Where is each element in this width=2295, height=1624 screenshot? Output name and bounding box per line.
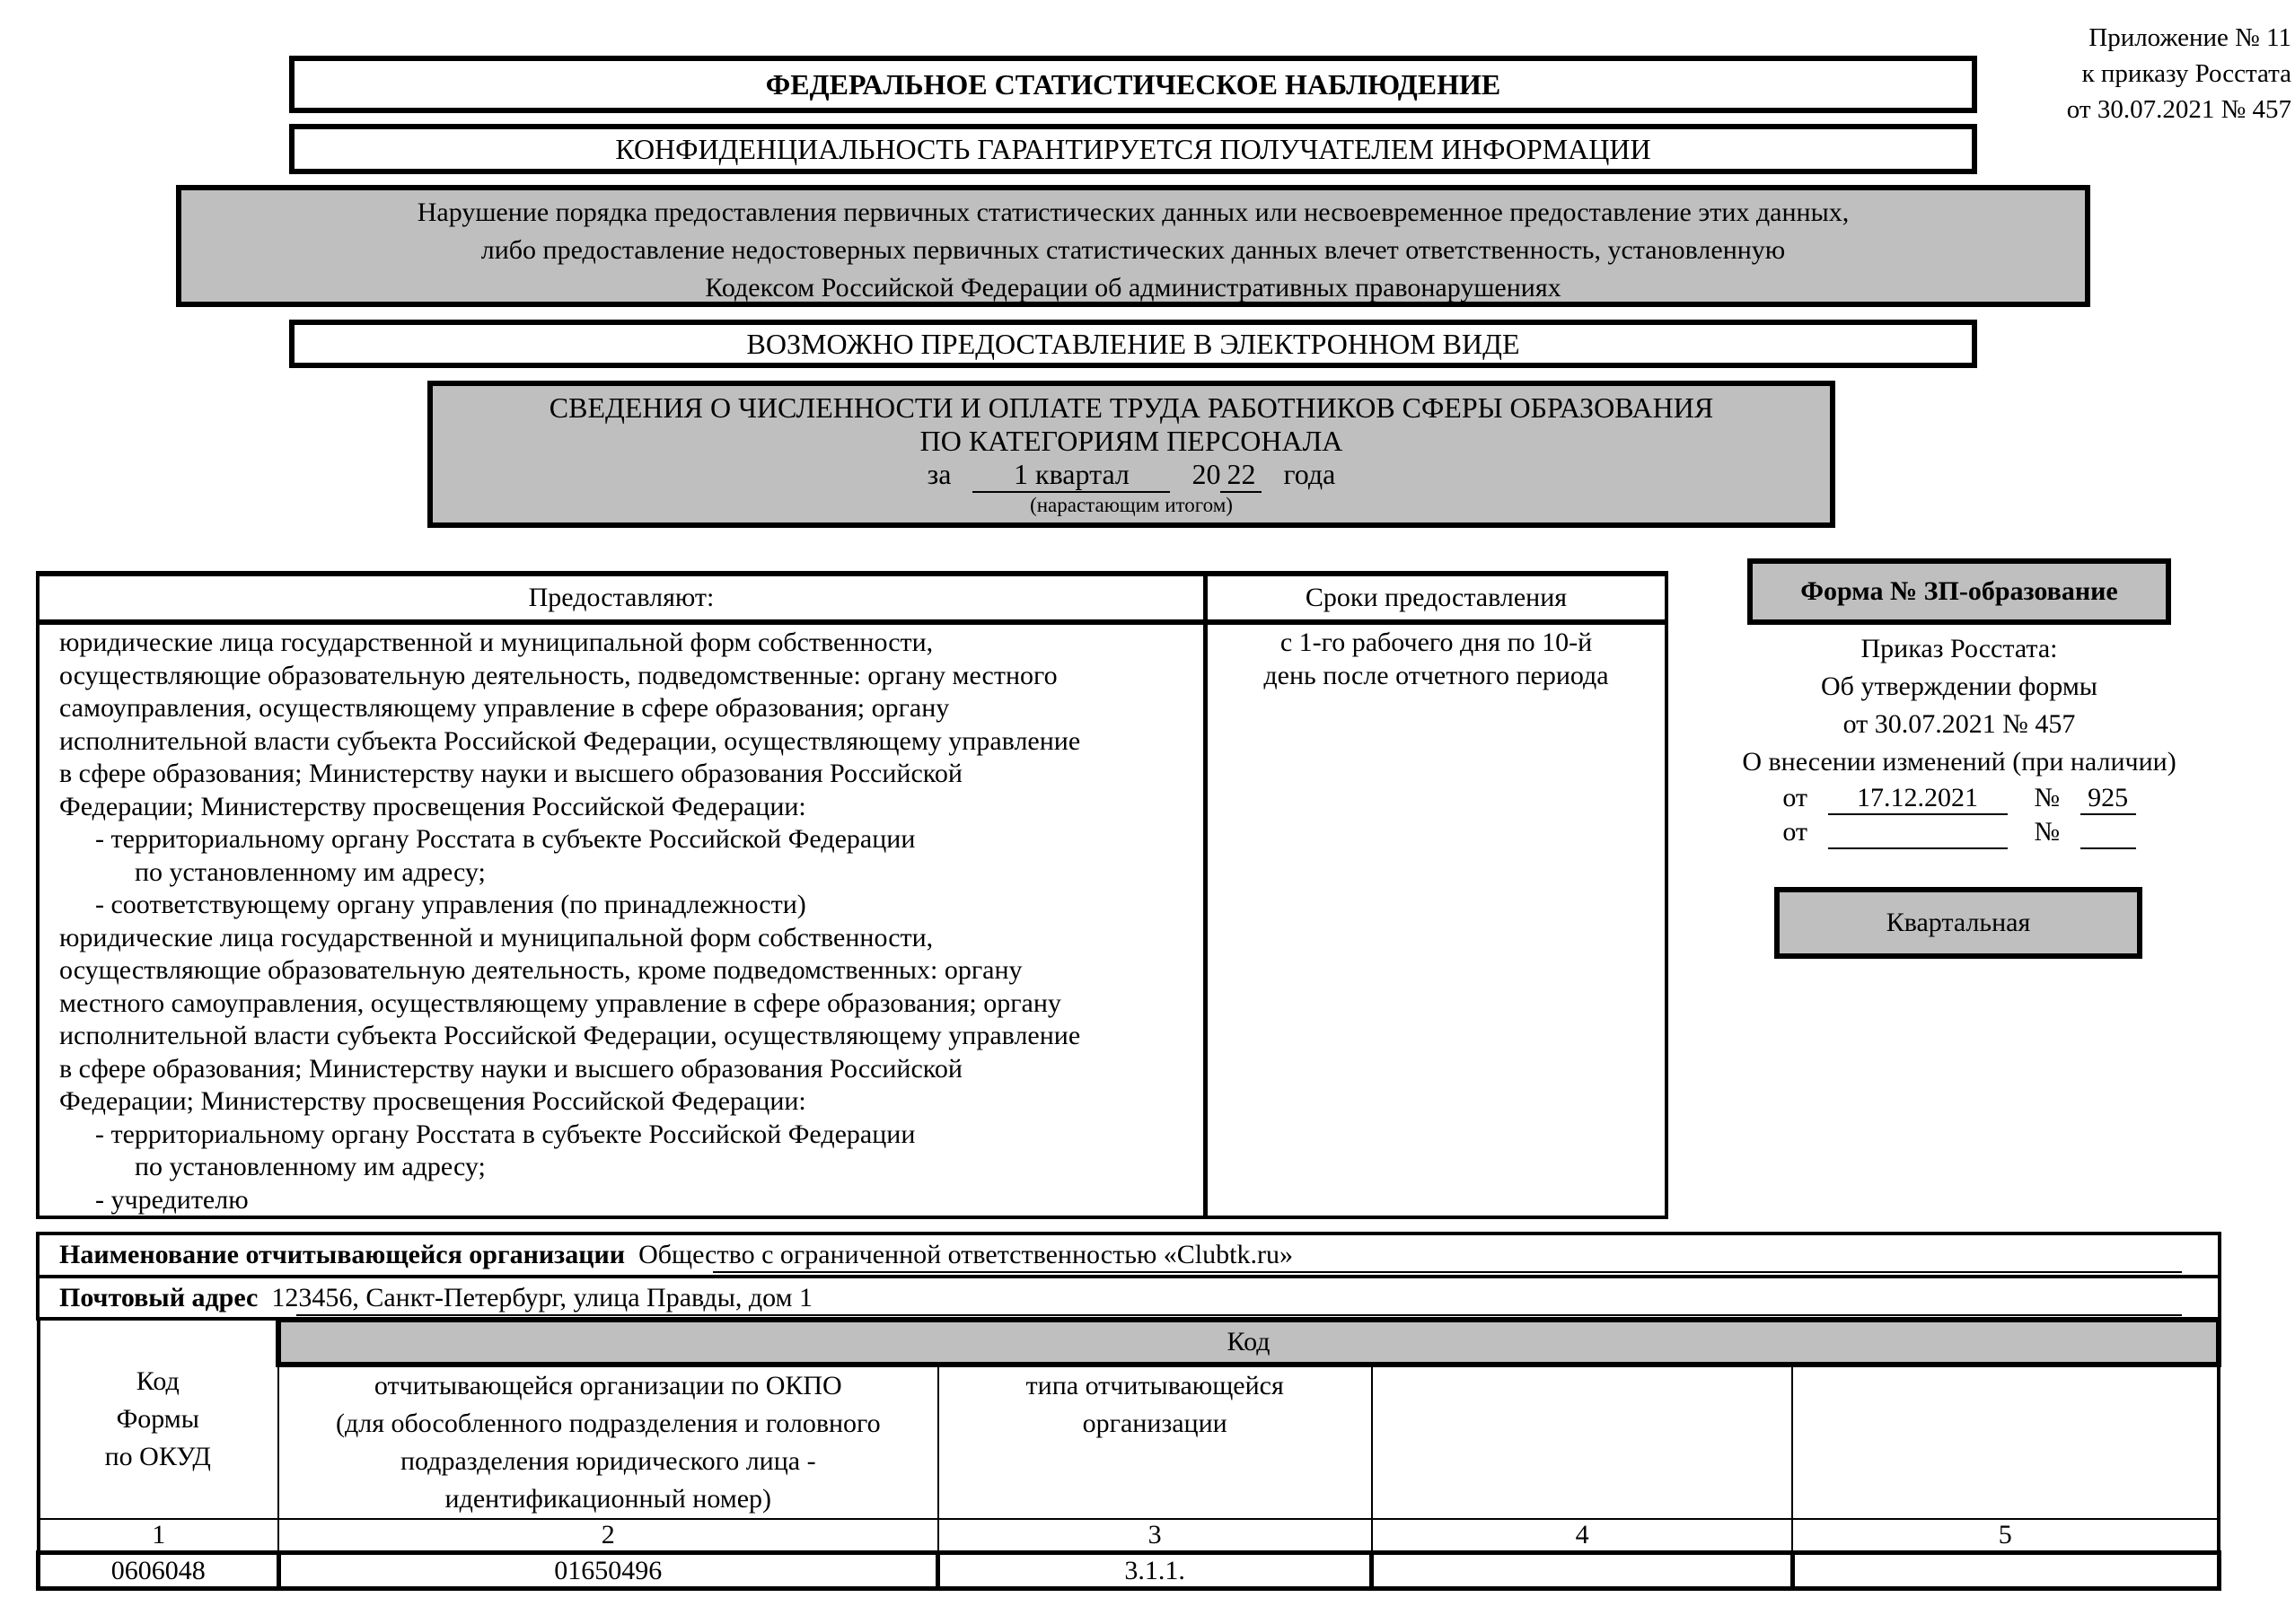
title-line: ПО КАТЕГОРИЯМ ПЕРСОНАЛА: [919, 425, 1343, 457]
org-name-label: Наименование отчитывающейся организации: [59, 1240, 626, 1269]
okud-header: [39, 1320, 279, 1519]
col-number: 3: [938, 1519, 1372, 1553]
year-value: 22: [1220, 458, 1262, 493]
federal-banner-text: ФЕДЕРАЛЬНОЕ СТАТИСТИЧЕСКОЕ НАБЛЮДЕНИЕ: [765, 67, 1501, 101]
appendix-line: от 30.07.2021 № 457: [2066, 95, 2291, 124]
year-suffix: года: [1283, 458, 1336, 490]
who-line: осуществляющие образовательную деятельность, кроме подведомственных: органу: [59, 955, 1023, 985]
who-line: по установленному им адресу;: [135, 1152, 486, 1181]
change-number: [2080, 815, 2136, 849]
order-line: Приказ Росстата:: [1860, 634, 2058, 663]
okud-code-value: 0606048: [39, 1553, 279, 1589]
okud-header-line: Код: [136, 1366, 180, 1396]
col-number: 5: [1792, 1519, 2219, 1553]
header-who: Предоставляют:: [528, 583, 715, 612]
address-label: Почтовый адрес: [59, 1283, 259, 1312]
who-line: юридические лица государственной и муниципальной форм собственности,: [59, 922, 934, 952]
confidential-banner-text: КОНФИДЕНЦИАЛЬНОСТЬ ГАРАНТИРУЕТСЯ ПОЛУЧАТЕЛЕМ ИНФОРМАЦИИ: [615, 132, 1651, 165]
warning-line: либо предоставление недостоверных первичных статистических данных влечет ответственность, установленную: [480, 235, 1786, 265]
order-line: Об утверждении формы: [1821, 672, 2097, 701]
warning-line: Кодексом Российской Федерации об административных правонарушениях: [705, 273, 1561, 303]
who-line: по установленному им адресу;: [135, 856, 486, 887]
address-row: [59, 1278, 813, 1318]
type-header-line: организации: [1082, 1409, 1227, 1438]
who-line: Федерации; Министерству просвещения Российской Федерации:: [59, 791, 806, 821]
address-value: 123456, Санкт-Петербург, улица Правды, дом 1: [271, 1283, 813, 1312]
col5-header: [1792, 1365, 2219, 1519]
org-name-row: [59, 1235, 1293, 1275]
form-number-box: [1747, 558, 2171, 625]
who-line: - территориальному органу Росстата в субъекте Российской Федерации: [95, 824, 916, 854]
col-number: 2: [278, 1519, 938, 1553]
when-cell: [1208, 627, 1665, 692]
okud-header-line: по ОКУД: [104, 1442, 211, 1471]
changes-line: О внесении изменений (при наличии): [1742, 747, 2176, 777]
electronic-banner-text: ВОЗМОЖНО ПРЕДОСТАВЛЕНИЕ В ЭЛЕКТРОННОМ ВИДЕ: [746, 327, 1520, 360]
confidential-banner: [289, 124, 1977, 174]
col4-header: [1372, 1365, 1793, 1519]
provide-table: [36, 571, 1668, 1219]
col4-value: [1372, 1553, 1793, 1589]
who-line: местного самоуправления, осуществляющему управление в сфере образования; органу: [59, 988, 1061, 1018]
no-label: №: [2034, 783, 2061, 812]
who-line: в сфере образования; Министерству науки и высшего образования Российской: [59, 1053, 963, 1084]
periodicity-box: [1774, 887, 2142, 959]
from-label: от: [1782, 817, 1808, 847]
form-title: [427, 381, 1835, 528]
federal-banner: [289, 56, 1977, 113]
okpo-code-value: 01650496: [278, 1553, 938, 1589]
code-values-row: [39, 1553, 2220, 1589]
period-value: 1 квартал: [972, 458, 1170, 493]
type-header: [938, 1365, 1372, 1519]
okud-header-line: Формы: [116, 1404, 199, 1434]
from-label: от: [1782, 783, 1808, 812]
type-code-value: 3.1.1.: [938, 1553, 1372, 1589]
code-table: [36, 1317, 2221, 1591]
okpo-header-line: идентификационный номер): [444, 1484, 772, 1514]
who-line: - учредителю: [95, 1184, 249, 1215]
who-line: исполнительной власти субъекта Российской Федерации, осуществляющему управление: [59, 1021, 1081, 1050]
okpo-header-line: подразделения юридического лица -: [400, 1446, 816, 1476]
year-prefix: 20: [1191, 458, 1221, 490]
who-line: исполнительной власти субъекта Российской Федерации, осуществляющему управление: [59, 725, 1081, 756]
header-when: Сроки предоставления: [1305, 583, 1568, 612]
change-row: [1697, 815, 2221, 849]
who-line: самоуправления, осуществляющему управление в сфере образования; органу: [59, 693, 950, 723]
who-line: в сфере образования; Министерству науки и высшего образования Российской: [59, 759, 963, 788]
address-underline: [296, 1314, 2182, 1316]
when-line: день после отчетного периода: [1263, 660, 1609, 690]
col5-value: [1792, 1553, 2219, 1589]
warning-banner: [176, 185, 2090, 307]
type-header-line: типа отчитывающейся: [1025, 1371, 1284, 1400]
change-row: [1697, 781, 2221, 815]
who-line: - территориальному органу Росстата в субъекте Российской Федерации: [95, 1119, 916, 1149]
code-header: Код: [278, 1320, 2219, 1365]
col-number: 4: [1372, 1519, 1793, 1553]
who-line: Федерации; Министерству просвещения Российской Федерации:: [59, 1086, 806, 1116]
who-line: осуществляющие образовательную деятельность, подведомственные: органу местного: [59, 660, 1058, 690]
okpo-header-line: отчитывающейся организации по ОКПО: [374, 1371, 842, 1400]
appendix-line: Приложение № 11: [2088, 23, 2291, 52]
order-info: [1697, 630, 2221, 849]
org-name-underline: [713, 1271, 2182, 1273]
change-number: 925: [2080, 781, 2136, 815]
period-prefix: за: [927, 458, 952, 490]
who-list: [59, 627, 1200, 1216]
who-line: - соответствующему органу управления (по принадлежности): [95, 890, 806, 919]
column-number-row: [39, 1519, 2220, 1553]
okpo-header-line: (для обособленного подразделения и головного: [335, 1409, 881, 1438]
electronic-banner: [289, 320, 1977, 368]
when-line: с 1-го рабочего дня по 10-й: [1279, 628, 1593, 657]
change-date: [1828, 815, 2008, 849]
order-line: от 30.07.2021 № 457: [1842, 709, 2076, 739]
reporting-period: [433, 458, 1830, 493]
col-number: 1: [39, 1519, 279, 1553]
warning-line: Нарушение порядка предоставления первичных статистических данных или несвоевременное предоставление этих данных,: [417, 198, 1850, 227]
title-line: СВЕДЕНИЯ О ЧИСЛЕННОСТИ И ОПЛАТЕ ТРУДА РАБОТНИКОВ СФЕРЫ ОБРАЗОВАНИЯ: [549, 391, 1714, 424]
who-line: юридические лица государственной и муниципальной форм собственности,: [59, 628, 934, 657]
appendix-line: к приказу Росстата: [2081, 59, 2291, 88]
no-label: №: [2034, 817, 2061, 847]
period-note: (нарастающим итогом): [1030, 494, 1233, 516]
form-number: Форма № ЗП-образование: [1800, 576, 2118, 606]
periodicity: Квартальная: [1886, 908, 2031, 937]
org-name-value: Общество с ограниченной ответственностью «Clubtk.ru»: [638, 1240, 1293, 1269]
change-date: 17.12.2021: [1828, 781, 2008, 815]
org-block: [36, 1232, 2221, 1320]
okpo-header: [278, 1365, 938, 1519]
